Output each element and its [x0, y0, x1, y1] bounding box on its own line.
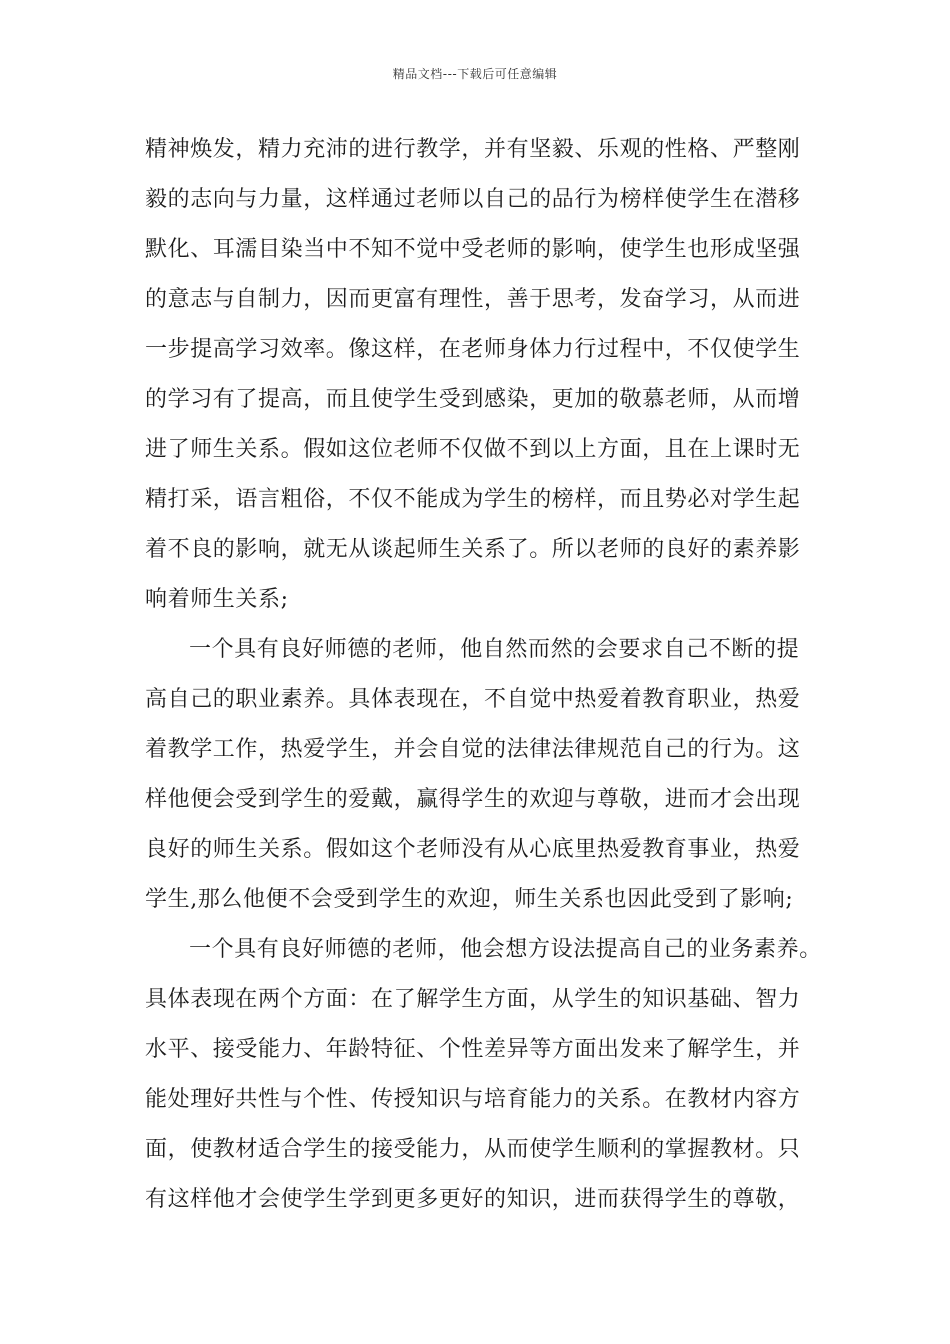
text-line: 一个具有良好师德的老师，他会想方设法提高自己的业务素养。: [189, 937, 822, 962]
text-line: 着不良的影响，就无从谈起师生关系了。所以老师的良好的素养影: [145, 537, 801, 562]
text-line: 良好的师生关系。假如这个老师没有从心底里热爱教育事业，热爱: [145, 837, 801, 862]
text-line: 一个具有良好师德的老师，他自然而然的会要求自己不断的提: [189, 637, 800, 662]
text-line: 默化、耳濡目染当中不知不觉中受老师的影响，使学生也形成坚强: [145, 237, 801, 262]
text-line: 一步提高学习效率。像这样，在老师身体力行过程中，不仅使学生: [145, 337, 801, 362]
text-line: 样他便会受到学生的爱戴，赢得学生的欢迎与尊敬，进而才会出现: [145, 787, 801, 812]
text-line: 能处理好共性与个性、传授知识与培育能力的关系。在教材内容方: [145, 1087, 801, 1112]
page-header: 精品文档---下载后可任意编辑: [392, 67, 558, 81]
text-line: 进了师生关系。假如这位老师不仅做不到以上方面，且在上课时无: [145, 437, 801, 462]
text-line: 精打采，语言粗俗，不仅不能成为学生的榜样，而且势必对学生起: [145, 487, 801, 512]
text-line: 具体表现在两个方面：在了解学生方面，从学生的知识基础、智力: [145, 987, 801, 1012]
text-line: 面，使教材适合学生的接受能力，从而使学生顺利的掌握教材。只: [145, 1137, 801, 1162]
text-line: 水平、接受能力、年龄特征、个性差异等方面出发来了解学生，并: [145, 1037, 801, 1062]
text-line: 毅的志向与力量，这样通过老师以自己的品行为榜样使学生在潜移: [145, 187, 801, 212]
text-line: 的意志与自制力，因而更富有理性，善于思考，发奋学习，从而进: [145, 287, 801, 312]
text-line: 着教学工作，热爱学生，并会自觉的法律法律规范自己的行为。这: [145, 737, 801, 762]
body-text: [145, 125, 822, 1225]
text-line: 有这样他才会使学生学到更多更好的知识，进而获得学生的尊敬，: [145, 1187, 801, 1212]
text-line: 的学习有了提高，而且使学生受到感染，更加的敬慕老师，从而增: [145, 387, 801, 412]
text-line: 精神焕发，精力充沛的进行教学，并有坚毅、乐观的性格、严整刚: [145, 137, 801, 162]
text-line: 学生,那么他便不会受到学生的欢迎，师生关系也因此受到了影响;: [145, 887, 794, 912]
text-line: 高自己的职业素养。具体表现在，不自觉中热爱着教育职业，热爱: [145, 687, 801, 712]
text-line: 响着师生关系;: [145, 587, 289, 612]
